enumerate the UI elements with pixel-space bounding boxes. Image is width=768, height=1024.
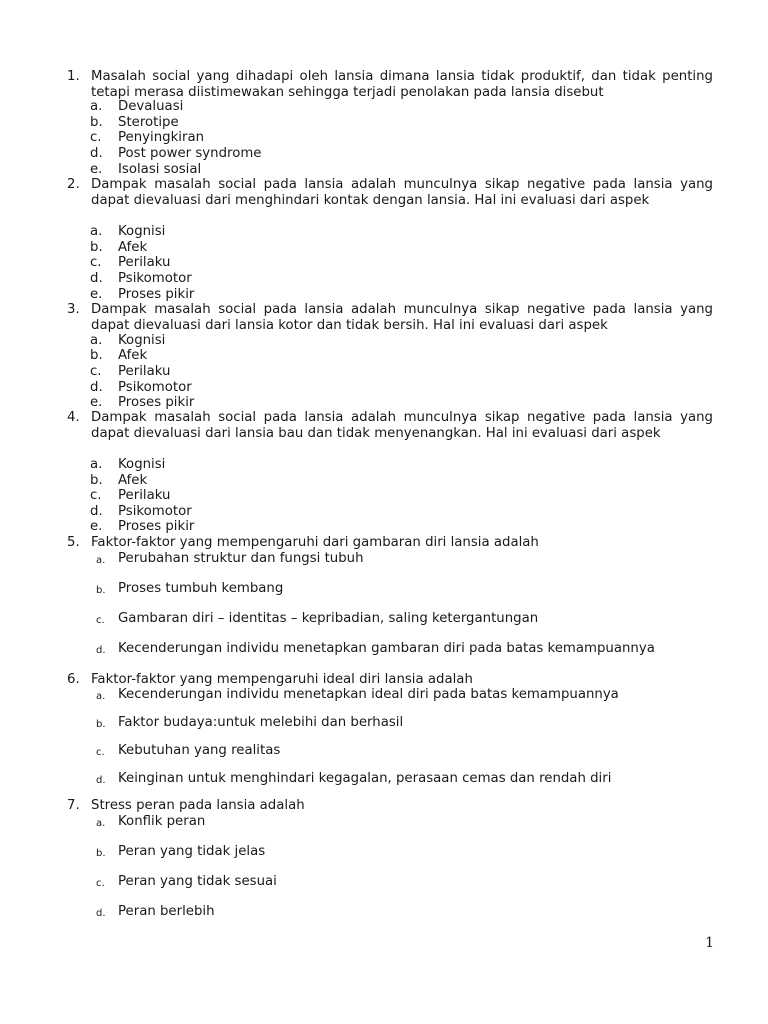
option-text: Perilaku (118, 488, 171, 503)
question-stem: Dampak masalah social pada lansia adalah munculnya sikap negative pada lansia yang dapat dievaluasi dari menghindari kontak dengan lansia. Hal ini evaluasi dari aspek (91, 177, 713, 208)
option-text: Kognisi (118, 333, 166, 348)
option-letter: d. (90, 380, 103, 395)
question-number: 1. (67, 69, 80, 84)
question-stem: Stress peran pada lansia adalah (91, 798, 305, 813)
question-stem: Dampak masalah social pada lansia adalah munculnya sikap negative pada lansia yang dapat dievaluasi dari lansia kotor dan tidak bersih. Hal ini evaluasi dari aspek (91, 302, 713, 333)
option-letter: e. (90, 395, 103, 410)
option-text: Gambaran diri – identitas – kepribadian, saling ketergantungan (118, 611, 539, 626)
option-letter: b. (96, 585, 106, 596)
question-stem: Faktor-faktor yang mempengaruhi ideal diri lansia adalah (91, 672, 473, 687)
question-number: 7. (67, 798, 80, 813)
option-text: Penyingkiran (118, 130, 205, 145)
option-text: Kebutuhan yang realitas (118, 743, 281, 758)
question-6 (67, 672, 713, 688)
option-text: Kognisi (118, 224, 166, 239)
question-number: 2. (67, 177, 80, 192)
option-text: Peran yang tidak sesuai (118, 874, 277, 889)
option-letter: a. (90, 99, 103, 114)
option-letter: a. (96, 818, 106, 829)
option-text: Peran yang tidak jelas (118, 844, 266, 859)
question-7 (67, 798, 713, 814)
option-text: Devaluasi (118, 99, 184, 114)
option-letter: a. (90, 457, 103, 472)
option-letter: c. (96, 747, 105, 758)
option-text: Peran berlebih (118, 904, 215, 919)
question-number: 6. (67, 672, 80, 687)
option-text: Psikomotor (118, 504, 192, 519)
page-number: 1 (705, 935, 714, 951)
option-text: Post power syndrome (118, 146, 262, 161)
option-text: Faktor budaya:untuk melebihi dan berhasil (118, 715, 404, 730)
option-text: Proses tumbuh kembang (118, 581, 284, 596)
option-text: Proses pikir (118, 287, 195, 302)
option-letter: a. (90, 224, 103, 239)
question-2 (67, 177, 713, 208)
option-letter: a. (96, 691, 106, 702)
option-text: Kecenderungan individu menetapkan gambaran diri pada batas kemampuannya (118, 641, 655, 656)
option-letter: b. (90, 473, 103, 488)
option-letter: d. (96, 645, 106, 656)
option-text: Afek (118, 348, 148, 363)
option-letter: c. (90, 255, 102, 270)
question-4 (67, 410, 713, 441)
question-1 (67, 69, 713, 100)
question-stem: Faktor-faktor yang mempengaruhi dari gambaran diri lansia adalah (91, 535, 539, 550)
option-letter: c. (96, 878, 105, 889)
question-number: 5. (67, 535, 80, 550)
option-letter: d. (96, 775, 106, 786)
option-text: Sterotipe (118, 115, 179, 130)
option-text: Afek (118, 473, 148, 488)
question-3 (67, 302, 713, 333)
option-text: Proses pikir (118, 395, 195, 410)
option-letter: e. (90, 162, 103, 177)
option-letter: c. (96, 615, 105, 626)
option-letter: a. (96, 555, 106, 566)
option-letter: d. (90, 271, 103, 286)
question-stem: Dampak masalah social pada lansia adalah munculnya sikap negative pada lansia yang dapat dievaluasi dari lansia bau dan tidak menyenangkan. Hal ini evaluasi dari aspek (91, 410, 713, 441)
option-text: Isolasi sosial (118, 162, 202, 177)
question-5 (67, 535, 713, 551)
option-text: Proses pikir (118, 519, 195, 534)
option-text: Psikomotor (118, 271, 192, 286)
option-letter: b. (96, 719, 106, 730)
option-text: Keinginan untuk menghindari kegagalan, perasaan cemas dan rendah diri (118, 771, 612, 786)
option-letter: d. (90, 504, 103, 519)
option-text: Psikomotor (118, 380, 192, 395)
question-stem: Masalah social yang dihadapi oleh lansia dimana lansia tidak produktif, dan tidak penting tetapi merasa diistimewakan sehingga terjadi penolakan pada lansia disebut (91, 69, 713, 100)
option-letter: c. (90, 130, 102, 145)
option-letter: b. (90, 240, 103, 255)
option-text: Kognisi (118, 457, 166, 472)
option-text: Perilaku (118, 255, 171, 270)
option-letter: e. (90, 519, 103, 534)
option-text: Afek (118, 240, 148, 255)
option-letter: d. (90, 146, 103, 161)
option-text: Kecenderungan individu menetapkan ideal diri pada batas kemampuannya (118, 687, 619, 702)
option-letter: d. (96, 908, 106, 919)
option-letter: b. (90, 348, 103, 363)
option-letter: c. (90, 364, 102, 379)
option-letter: c. (90, 488, 102, 503)
option-letter: e. (90, 287, 103, 302)
option-letter: a. (90, 333, 103, 348)
option-text: Perilaku (118, 364, 171, 379)
question-number: 3. (67, 302, 80, 317)
option-text: Perubahan struktur dan fungsi tubuh (118, 551, 364, 566)
option-text: Konflik peran (118, 814, 206, 829)
option-letter: b. (96, 848, 106, 859)
question-number: 4. (67, 410, 80, 425)
option-letter: b. (90, 115, 103, 130)
